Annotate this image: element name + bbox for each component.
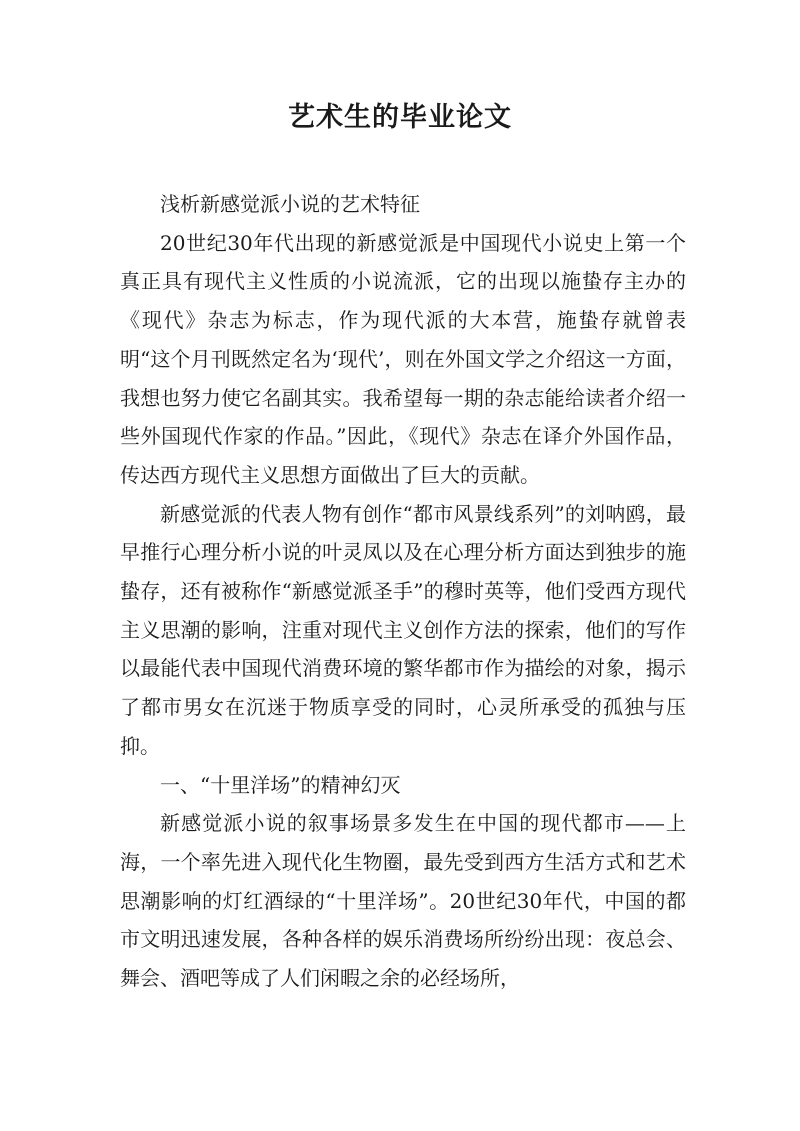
document-body bbox=[120, 185, 686, 998]
body-paragraph: 新感觉派的代表人物有创作“都市风景线系列”的刘呐鸥，最早推行心理分析小说的叶灵凤以及在心理分析方面达到独步的施蛰存，还有被称作“新感觉派圣手”的穆时英等，他们受西方现代主义思潮的影响，注重对现代主义创作方法的探索，他们的写作以最能代表中国现代消费环境的繁华都市作为描绘的对象，揭示了都市男女在沉迷于物质享受的同时，心灵所承受的孤独与压抑。 bbox=[120, 501, 686, 758]
document-title: 艺术生的毕业论文 bbox=[288, 102, 512, 133]
body-paragraph: 新感觉派小说的叙事场景多发生在中国的现代都市——上海，一个率先进入现代化生物圈，最先受到西方生活方式和艺术思潮影响的灯红酒绿的“十里洋场”。20世纪30年代，中国的都市文明迅速发展，各种各样的娱乐消费场所纷纷出现：夜总会、舞会、酒吧等成了人们闲暇之余的必经场所， bbox=[120, 811, 686, 991]
body-paragraph: 20世纪30年代出现的新感觉派是中国现代小说史上第一个真正具有现代主义性质的小说流派，它的出现以施蛰存主办的《现代》杂志为标志，作为现代派的大本营，施蛰存就曾表明“这个月刊既然定名为‘现代’，则在外国文学之介绍这一方面，我想也努力使它名副其实。我希望每一期的杂志能给读者介绍一些外国现代作家的作品。”因此，《现代》杂志在译介外国作品，传达西方现代主义思想方面做出了巨大的贡献。 bbox=[120, 230, 686, 487]
section-heading: 一、“十里洋场”的精神幻灭 bbox=[160, 772, 401, 797]
subtitle-paragraph: 浅析新感觉派小说的艺术特征 bbox=[160, 192, 420, 216]
